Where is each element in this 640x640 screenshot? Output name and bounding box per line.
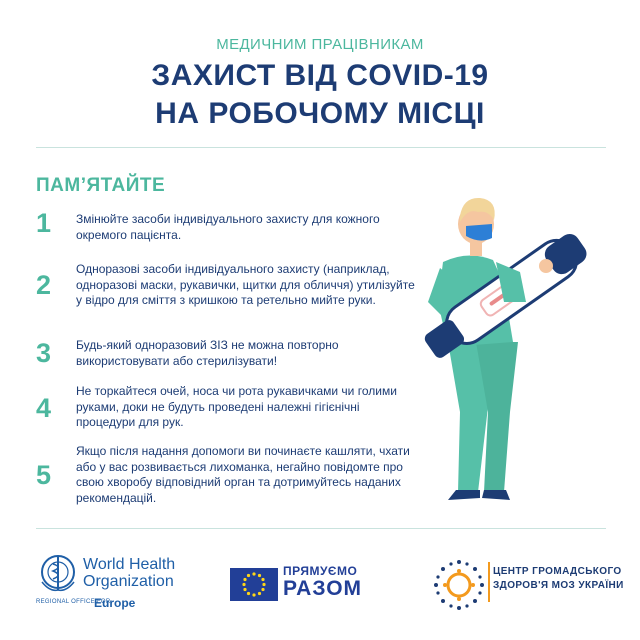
- eu-flag-icon: [230, 568, 278, 601]
- header-divider: [36, 147, 606, 148]
- item-text: Якщо після надання допомоги ви починаєте кашляти, чхати або у вас розвивається лихоманка, негайно повідомте про свою хворобу відповідний орган та дотримуйтесь наданих рекомендацій.: [76, 444, 410, 505]
- who-emblem-icon: [36, 552, 80, 596]
- who-europe: Europe: [94, 596, 136, 610]
- who-regional: REGIONAL OFFICE FOR: [36, 599, 111, 605]
- phc-divider: [488, 562, 490, 602]
- item-text: Змінюйте засоби індивідуального захисту для кожного окремого пацієнта.: [76, 212, 380, 242]
- phc-line1: ЦЕНТР ГРОМАДСЬКОГО: [493, 566, 622, 577]
- healthcare-worker-illustration: [408, 192, 618, 512]
- item-number: 2: [36, 270, 52, 300]
- eu-slogan-line2: РАЗОМ: [283, 577, 363, 600]
- who-line2: Organization: [83, 573, 174, 590]
- eu-slogan-line1: ПРЯМУЄМО: [283, 564, 358, 578]
- item-number: 1: [36, 208, 52, 238]
- page-title-line1: ЗАХИСТ ВІД COVID-19: [151, 59, 489, 92]
- page-subtitle: МЕДИЧНИМ ПРАЦІВНИКАМ: [216, 36, 424, 53]
- list-item: [36, 262, 416, 332]
- item-text: Одноразові засоби індивідуального захисту (наприклад, одноразові маски, рукавички, щитки для обличчя) утилізуйте у відро для сміття з кришкою та ретельно мийте руки.: [76, 262, 415, 307]
- footer-divider: [36, 528, 606, 529]
- item-number: 4: [36, 393, 52, 423]
- phc-line2: ЗДОРОВ'Я МОЗ УКРАЇНИ: [493, 580, 624, 591]
- list-item: [36, 384, 416, 441]
- partner-logos: [0, 540, 640, 630]
- who-line1: World Health: [83, 556, 176, 573]
- section-heading: ПАМ’ЯТАЙТЕ: [36, 175, 166, 196]
- who-name: [83, 556, 175, 590]
- page-title-line2: НА РОБОЧОМУ МІСЦІ: [155, 97, 485, 130]
- phc-emblem-icon: [432, 558, 486, 612]
- list-item: [36, 208, 416, 244]
- item-text: Не торкайтеся очей, носа чи рота рукавичками чи голими руками, доки не будуть проведені належні гігієнічні процедури для рук.: [76, 384, 397, 429]
- list-item: [36, 444, 416, 522]
- item-number: 3: [36, 338, 52, 368]
- list-item: [36, 338, 416, 374]
- item-text: Будь-який одноразовий ЗІЗ не можна повторно використовувати або стерилізувати!: [76, 338, 339, 368]
- item-number: 5: [36, 460, 52, 490]
